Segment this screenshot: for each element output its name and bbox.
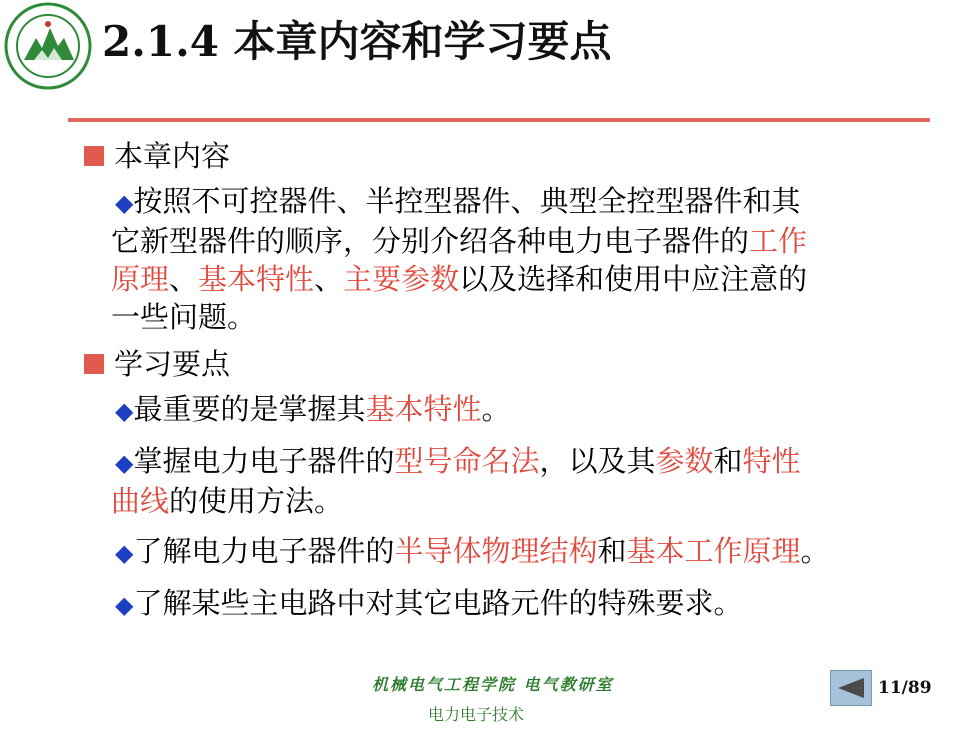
square-bullet-icon bbox=[84, 354, 104, 374]
body-text: 、 bbox=[314, 262, 344, 296]
highlight-text: 基本工作原理 bbox=[626, 534, 801, 568]
section-heading-text: 本章内容 bbox=[114, 139, 231, 173]
previous-slide-button[interactable] bbox=[830, 670, 872, 706]
body-text: 了解某些主电路中对其它电路元件的特殊要求。 bbox=[133, 586, 743, 620]
body-text: 一些问题。 bbox=[111, 300, 257, 334]
bullet-line bbox=[111, 482, 915, 520]
bullet-line bbox=[111, 222, 915, 260]
highlight-text: 基本特性 bbox=[198, 262, 315, 296]
body-text: 了解电力电子器件的 bbox=[133, 534, 395, 568]
page-indicator: 11/89 bbox=[878, 678, 932, 698]
square-bullet-icon bbox=[84, 146, 104, 166]
section-heading bbox=[78, 344, 918, 384]
highlight-text: 基本特性 bbox=[365, 392, 482, 426]
diamond-bullet-icon: ◆ bbox=[115, 539, 134, 567]
diamond-bullet-icon: ◆ bbox=[115, 189, 134, 217]
body-text: 它新型器件的顺序，分别介绍各种电力电子器件的 bbox=[111, 224, 750, 258]
university-logo bbox=[4, 2, 92, 90]
diamond-bullet-icon: ◆ bbox=[115, 449, 134, 477]
bullet-line bbox=[111, 298, 915, 336]
bullet-item bbox=[78, 584, 915, 624]
highlight-text: 特性 bbox=[742, 444, 801, 478]
body-text: 、 bbox=[169, 262, 199, 296]
body-text: 。 bbox=[481, 392, 511, 426]
bullet-line bbox=[115, 584, 915, 624]
body-text: 以及选择和使用中应注意的 bbox=[459, 262, 808, 296]
slide-content bbox=[78, 134, 918, 624]
section-heading bbox=[78, 136, 918, 176]
body-text: ，以及其 bbox=[539, 444, 656, 478]
highlight-text: 曲线 bbox=[111, 484, 170, 518]
bullet-line bbox=[111, 260, 915, 298]
body-text: 和 bbox=[597, 534, 627, 568]
bullet-item bbox=[78, 532, 915, 572]
body-text: 掌握电力电子器件的 bbox=[133, 444, 395, 478]
diamond-bullet-icon: ◆ bbox=[115, 591, 134, 619]
bullet-item bbox=[78, 442, 915, 520]
slide-title: 2.1.4 本章内容和学习要点 bbox=[102, 17, 612, 66]
body-text: 按照不可控器件、半控型器件、典型全控型器件和其 bbox=[133, 184, 801, 218]
bullet-line bbox=[115, 182, 915, 222]
highlight-text: 型号命名法 bbox=[394, 444, 540, 478]
highlight-text: 原理 bbox=[111, 262, 170, 296]
highlight-text: 工作 bbox=[749, 224, 808, 258]
footer-course-title: 电力电子技术 bbox=[428, 705, 525, 724]
bullet-item bbox=[78, 182, 915, 336]
bullet-line bbox=[115, 390, 915, 430]
bullet-line bbox=[115, 532, 915, 572]
bullet-item bbox=[78, 390, 915, 430]
title-divider bbox=[68, 118, 930, 122]
highlight-text: 半导体物理结构 bbox=[394, 534, 598, 568]
section-heading-text: 学习要点 bbox=[114, 347, 231, 381]
diamond-bullet-icon: ◆ bbox=[115, 397, 134, 425]
triangle-left-icon bbox=[836, 676, 866, 700]
body-text: 最重要的是掌握其 bbox=[133, 392, 366, 426]
highlight-text: 主要参数 bbox=[343, 262, 460, 296]
body-text: 和 bbox=[713, 444, 743, 478]
footer-department: 机械电气工程学院 电气教研室 bbox=[372, 675, 614, 694]
logo-emblem-icon bbox=[4, 2, 92, 90]
body-text: 。 bbox=[800, 534, 830, 568]
bullet-line bbox=[115, 442, 915, 482]
body-text: 的使用方法。 bbox=[169, 484, 344, 518]
highlight-text: 参数 bbox=[655, 444, 714, 478]
